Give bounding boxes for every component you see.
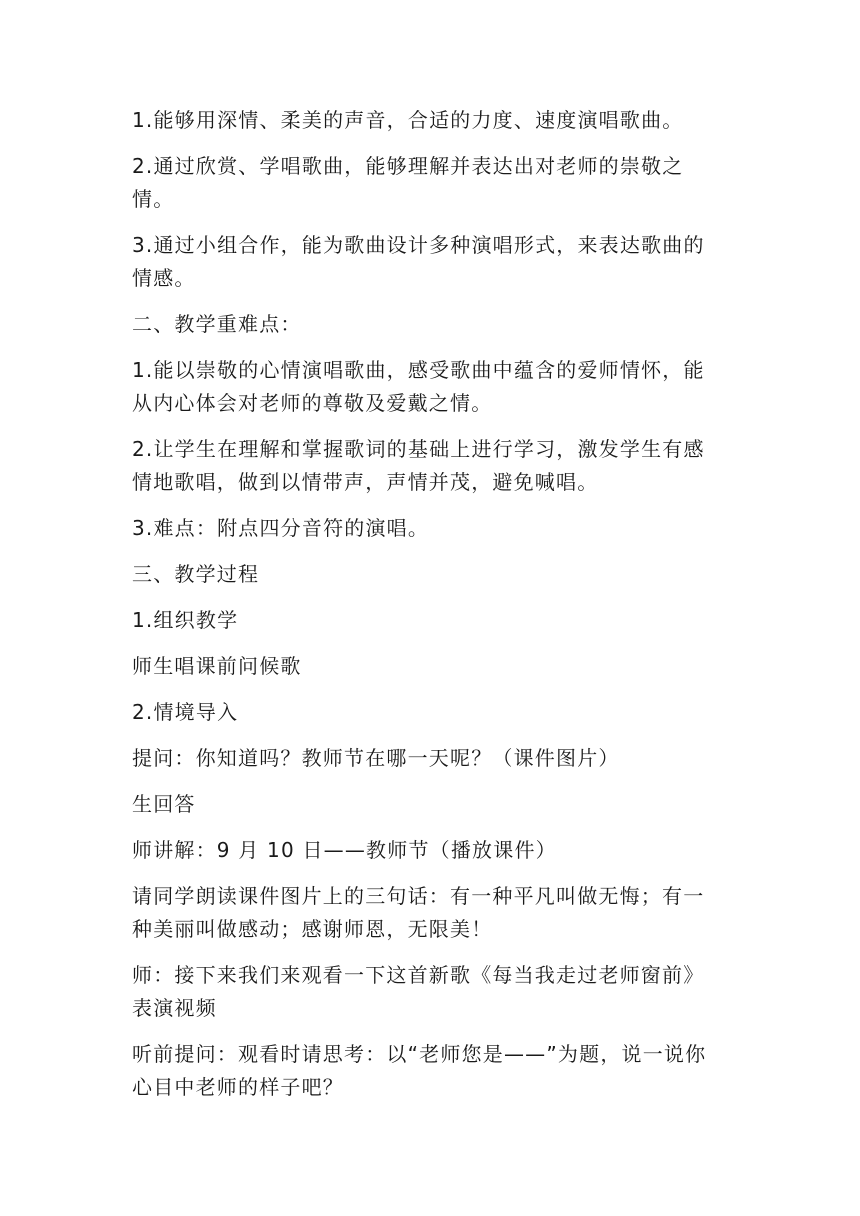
process-step-2: 2.情境导入 xyxy=(132,700,239,724)
video-introduction: 师：接下来我们来观看一下这首新歌《每当我走过老师窗前》表演视频 xyxy=(132,963,705,1020)
objective-3: 3.通过小组合作，能为歌曲设计多种演唱形式，来表达歌曲的情感。 xyxy=(132,233,705,290)
pre-listening-question: 听前提问：观看时请思考：以“老师您是——”为题，说一说你心目中老师的样子吧？ xyxy=(132,1042,707,1099)
section-heading-process: 三、教学过程 xyxy=(132,562,260,586)
section-heading-key-points: 二、教学重难点： xyxy=(132,312,302,336)
student-answer: 生回答 xyxy=(132,792,196,816)
key-point-difficulty: 3.难点：附点四分音符的演唱。 xyxy=(132,516,430,540)
document-body xyxy=(132,104,712,1117)
key-point-2: 2.让学生在理解和掌握歌词的基础上进行学习，激发学生有感情地歌唱，做到以情带声，声情并茂，避免喊唱。 xyxy=(132,437,705,494)
teacher-explanation: 师讲解：9 月 10 日——教师节（播放课件） xyxy=(132,838,557,862)
objective-2: 2.通过欣赏、学唱歌曲，能够理解并表达出对老师的崇敬之情。 xyxy=(132,154,684,211)
process-step-1-detail: 师生唱课前问候歌 xyxy=(132,654,302,678)
objective-1: 1.能够用深情、柔美的声音，合适的力度、速度演唱歌曲。 xyxy=(132,108,684,132)
question-teachers-day: 提问：你知道吗？教师节在哪一天呢？（课件图片） xyxy=(132,746,620,770)
process-step-1: 1.组织教学 xyxy=(132,608,239,632)
key-point-1: 1.能以崇敬的心情演唱歌曲，感受歌曲中蕴含的爱师情怀，能从内心体会对老师的尊敬及爱戴之情。 xyxy=(132,358,705,415)
reading-activity: 请同学朗读课件图片上的三句话：有一种平凡叫做无悔；有一种美丽叫做感动；感谢师恩，无限美！ xyxy=(132,884,705,941)
